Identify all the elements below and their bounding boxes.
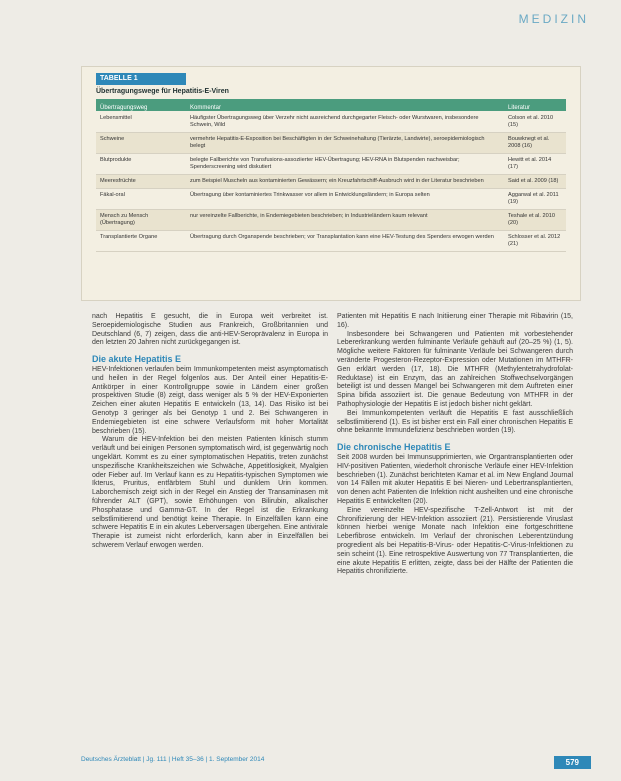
header-cell: Kommentar [190, 105, 222, 111]
table-cell: Mensch zu Mensch (Übertragung) [100, 213, 149, 226]
paragraph: Insbesondere bei Schwangeren und Patienten mit vorbestehender Lebererkrankung werden fulminante Verläufe gehäuft auf (20–25 %) (1, 5). Mögliche weitere Faktoren für fulminante Verläufe bei Schwangeren durch veränderte Progesteron-Rezeptor-Expression oder Mutationen im MTHFR-Gen erklärt werden (17, 18). Die MTHFR (Methylentetrahydrofolat-Reduktase) ist ein Enzym, das an zahlreichen Stoffwechselvorgängen beteiligt ist und dessen Mangel bei Schwangeren mit dem Auftreten einer Spina bifida assoziiert ist. Die genaue Bedeutung von MTHFR in der Pathophysiologie der Hepatitis E ist jedoch bisher nicht geklärt. [337, 330, 573, 408]
paragraph: Warum die HEV-Infektion bei den meisten Patienten klinisch stumm verläuft und bei einigen Personen symptomatisch wird, ist gegenwärtig noch ungeklärt. Kommt es zu einer symptomatischen Hepatitis, treten zunächst unspezifische Krankheitszeichen wie Schwäche, Appetitlosigkeit, Myalgien oder Fieber auf. Im Verlauf kann es zu Hepatitis-typischen Symptomen wie Ikterus, Pruritus, entfärbtem Stuhl und dunklem Urin kommen. Laborchemisch zeigt sich in der Regel ein Anstieg der Transaminasen mit führender ALT (GPT), sowie Erhöhungen von Bilirubin, alkalischer Phosphatase und Gamma-GT. In der Regel ist die Erkrankung selbstlimitierend und benötigt keine Therapie. In Einzelfällen kann eine schwere Hepatitis E in ein akutes Leberversagen übergehen. Eine antivirale Therapie ist zumeist nicht erforderlich, kann aber in Einzelfällen bei schwerem Verlauf erwogen werden. [92, 436, 328, 549]
section-heading: Die chronische Hepatitis E [337, 442, 451, 453]
table-cell: Blutprodukte [100, 157, 132, 163]
table-cell: Bouwknegt et al. 2008 (16) [508, 136, 550, 149]
table-cell: Übertragung durch Organspende beschrieben; vor Transplantation kann eine HEV-Testung des Spenders erwogen werden [190, 234, 494, 240]
table-row [96, 154, 566, 175]
table-row [96, 112, 566, 133]
table-header [96, 99, 566, 111]
table-cell: Schlosser et al. 2012 (21) [508, 234, 561, 247]
table-row [96, 133, 566, 154]
table-title: Übertragungswege für Hepatitis-E-Viren [96, 88, 229, 95]
paragraph: Eine vereinzelte HEV-spezifische T-Zell-Antwort ist mit der Chronifizierung der HEV-Infektion assoziiert (21). Persistierende Viruslast können hierbei wenige Monate nach Infektion eine fortgeschrittene Leberfibrose entwickeln. Im Verlauf der chronischen Leberentzündung progredient als bei Hepatitis-B-Virus- oder Hepatitis-C-Virus-Infektionen zu sein scheint (1). Eine retrospektive Auswertung von 77 Transplantierten, die eine akute Hepatitis E erlitten, zeigte, dass bei der Hälfte der Patienten die Hepatitis chronifizierte. [337, 506, 573, 576]
table-row [96, 210, 566, 231]
page-number: 579 [554, 756, 591, 769]
journal-footer: Deutsches Ärzteblatt | Jg. 111 | Heft 35–36 | 1. September 2014 [81, 756, 265, 763]
paragraph: Seit 2008 wurden bei Immunsupprimierten, wie Organtransplantierten oder HIV-positiven Patienten, wiederholt chronische Verläufe einer HEV-Infektion beschrieben (1). Zunächst berichteten Kamar et al. im New England Journal von 14 Fällen mit akuter Hepatitis E bei Nieren- und Lebertransplantierten, von denen acht Patienten die Infektion nicht ausheilten und eine chronische Hepatitis E entwickelten (20). [337, 453, 573, 505]
table-cell: belegte Fallberichte von Transfusions-assoziierter HEV-Übertragung; HEV-RNA in Blutspenden nachweisbar; Spenderscreening wird diskutiert [190, 157, 460, 170]
header-cell: Literatur [508, 105, 531, 111]
table-cell: Aggarwal et al. 2011 (19) [508, 192, 559, 205]
table-cell: Übertragung über kontaminiertes Trinkwasser vor allem in Entwicklungsländern; in Europa selten [190, 192, 430, 198]
table-cell: Said et al. 2009 (18) [508, 178, 559, 184]
header-cell: Übertragungsweg [100, 105, 148, 111]
table-cell: Fäkal-oral [100, 192, 125, 198]
table-cell: Teshale et al. 2010 (20) [508, 213, 555, 226]
table-body [96, 112, 566, 252]
section-tag: MEDIZIN [518, 12, 589, 26]
left-column [92, 313, 328, 551]
paragraph: Bei Immunkompetenten verläuft die Hepatitis E fast ausschließlich selbstlimitierend (1). Es ist bisher erst ein Fall einer chronischen Hepatitis E ohne bekannte Immundefizienz beschrieben worden (19). [337, 409, 573, 435]
table-cell: vermehrte Hepatitis-E-Exposition bei Beschäftigten in der Schweinehaltung (Tierärzte, Landwirte), seroepidemiologisch belegt [190, 136, 485, 149]
paragraph: HEV-Infektionen verlaufen beim Immunkompetenten meist asymptomatisch und heilen in der Regel folgenlos aus. Der Anteil einer Hepatitis-E-Antikörper in einer Kontrollgruppe sowie in Ländern einer großen prospektiven Studie (8) zeigt, dass weniger als 5 % der HEV-Exponierten Zeichen einer akuten Hepatitis E entwickeln (13, 14). Das Risiko ist bei Genotyp 3 geringer als bei Genotyp 1 und 2. Bei Schwangeren in Endemiegebieten ist eine schwere Verlaufsform mit hoher Mortalität beschrieben (15). [92, 365, 328, 435]
table-row [96, 189, 566, 210]
paragraph: Patienten mit Hepatitis E nach Initiierung einer Therapie mit Ribavirin (15, 16). [337, 313, 573, 329]
table-cell: Colson et al. 2010 (15) [508, 115, 554, 128]
table-row [96, 231, 566, 252]
table-cell: zum Beispiel Muscheln aus kontaminierten Gewässern; ein Kreuzfahrtschiff-Ausbruch wird in der Literatur beschrieben [190, 178, 484, 184]
table-cell: Häufigster Übertragungsweg über Verzehr nicht ausreichend durchgegarter Fleisch- oder Wurstwaren, insbesondere Schwein, Wild [190, 115, 479, 128]
table-cell: Hewitt et al. 2014 (17) [508, 157, 552, 170]
table-cell: Lebensmittel [100, 115, 132, 121]
table-box [81, 66, 581, 301]
section-heading: Die akute Hepatitis E [92, 354, 182, 365]
table-tag: TABELLE 1 [96, 73, 186, 85]
table-cell: Meeresfrüchte [100, 178, 136, 184]
table-cell: Transplantierte Organe [100, 234, 158, 240]
table-row [96, 175, 566, 189]
table-cell: nur vereinzelte Fallberichte, in Endemiegebieten beschrieben; in Industrieländern kaum relevant [190, 213, 428, 219]
table-cell: Schweine [100, 136, 125, 142]
paragraph: nach Hepatitis E gesucht, die in Europa weit verbreitet ist. Seroepidemiologische Studien aus Frankreich, Großbritannien und Deutschland (6, 7) zeigen, dass die anti-HEV-Seroprävalenz in Europa in den letzten 20 Jahren nicht zurückgegangen ist. [92, 313, 328, 347]
right-column [337, 313, 573, 577]
